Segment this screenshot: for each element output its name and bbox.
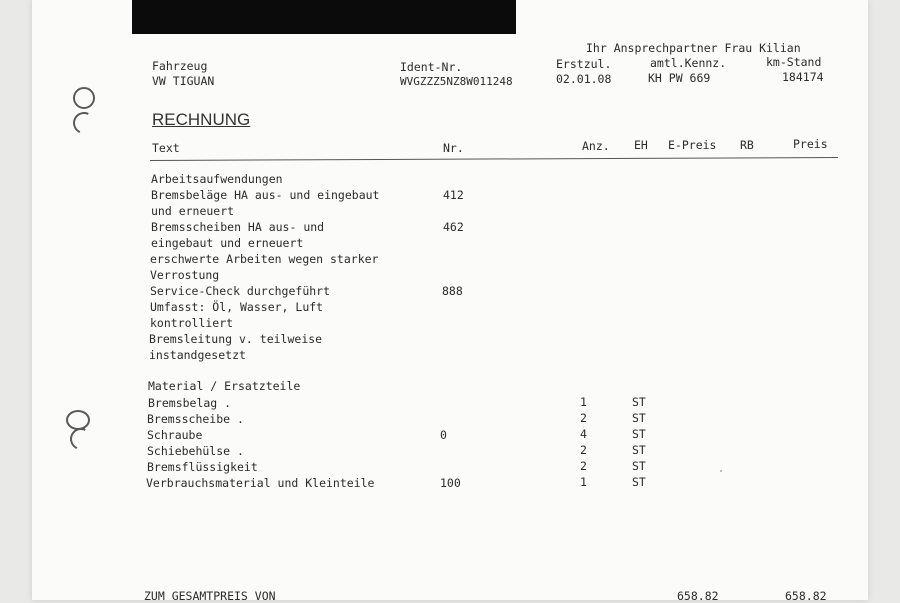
vehicle-label: Fahrzeug	[152, 59, 208, 73]
labor-line-text: und erneuert	[151, 204, 235, 218]
labor-line-text: kontrolliert	[150, 316, 234, 330]
material-line-text: Bremsbelag .	[148, 396, 232, 410]
material-line-qty: 2	[580, 459, 587, 473]
material-line-qty: 2	[580, 411, 587, 425]
labor-line-text: Service-Check durchgeführt	[150, 284, 331, 298]
document-title: RECHNUNG	[152, 110, 251, 129]
labor-line-text: Bremsleitung v. teilweise	[149, 332, 323, 346]
contact-person: Ihr Ansprechpartner Frau Kilian	[586, 41, 801, 55]
reg-date-label: Erstzul.	[556, 57, 612, 71]
labor-line-nr: 888	[442, 284, 463, 298]
col-header-qty: Anz.	[582, 139, 610, 153]
labor-line-text: instandgesetzt	[149, 348, 246, 362]
material-line-nr: 0	[440, 428, 447, 442]
material-line-text: Schiebehülse .	[147, 444, 244, 458]
reg-date-value: 02.01.08	[556, 72, 612, 86]
total-label: ZUM GESAMTPREIS VON	[144, 589, 276, 603]
labor-line-nr: 412	[443, 188, 464, 202]
labor-line-text: Bremsbeläge HA aus- und eingebaut	[151, 188, 380, 202]
labor-line-text: Bremsscheiben HA aus- und	[151, 220, 325, 234]
km-label: km-Stand	[766, 55, 822, 69]
col-header-unit-price: E-Preis	[668, 138, 717, 152]
material-line-qty: 2	[580, 443, 587, 457]
labor-line-text: eingebaut und erneuert	[151, 236, 304, 250]
col-header-unit: EH	[634, 138, 648, 152]
material-line-qty: 1	[580, 475, 587, 489]
redacted-header-block	[132, 0, 516, 34]
material-line-text: Bremsscheibe .	[147, 412, 244, 426]
labor-line-text: Umfasst: Öl, Wasser, Luft	[150, 300, 324, 314]
col-header-price: Preis	[793, 137, 828, 151]
material-line-unit: ST	[632, 475, 646, 489]
material-line-unit: ST	[632, 427, 646, 441]
ident-label: Ident-Nr.	[400, 60, 463, 74]
material-line-text: Schraube	[147, 428, 203, 442]
col-header-text: Text	[152, 141, 180, 155]
punch-hole-bottom	[66, 410, 90, 430]
col-header-discount: RB	[740, 138, 754, 152]
material-line-qty: 1	[580, 395, 587, 409]
material-line-text: Verbrauchsmaterial und Kleinteile	[146, 476, 375, 490]
material-line-qty: 4	[580, 427, 587, 441]
total-price: 658.82	[785, 589, 827, 603]
labor-line-text: erschwerte Arbeiten wegen starker	[150, 252, 379, 266]
vehicle-value: VW TIGUAN	[152, 74, 215, 88]
punch-hole-top	[73, 87, 95, 109]
ident-value: WVGZZZ5NZ8W011248	[400, 75, 513, 88]
material-line-unit: ST	[632, 395, 646, 409]
material-heading: Material / Ersatzteile	[148, 379, 301, 393]
material-line-nr: 100	[440, 476, 461, 490]
col-header-nr: Nr.	[443, 141, 464, 155]
labor-line-nr: 462	[443, 220, 464, 234]
material-line-text: Bremsflüssigkeit	[147, 460, 258, 474]
material-line-unit: ST	[632, 459, 646, 473]
paper-speck	[720, 470, 722, 472]
plate-label: amtl.Kennz.	[650, 56, 727, 70]
total-unit-price: 658.82	[677, 589, 719, 603]
plate-value: KH PW 669	[648, 71, 711, 85]
material-line-unit: ST	[632, 411, 646, 425]
labor-line-text: Verrostung	[150, 268, 220, 282]
km-value: 184174	[782, 70, 824, 84]
material-line-unit: ST	[632, 443, 646, 457]
labor-heading: Arbeitsaufwendungen	[151, 172, 283, 186]
